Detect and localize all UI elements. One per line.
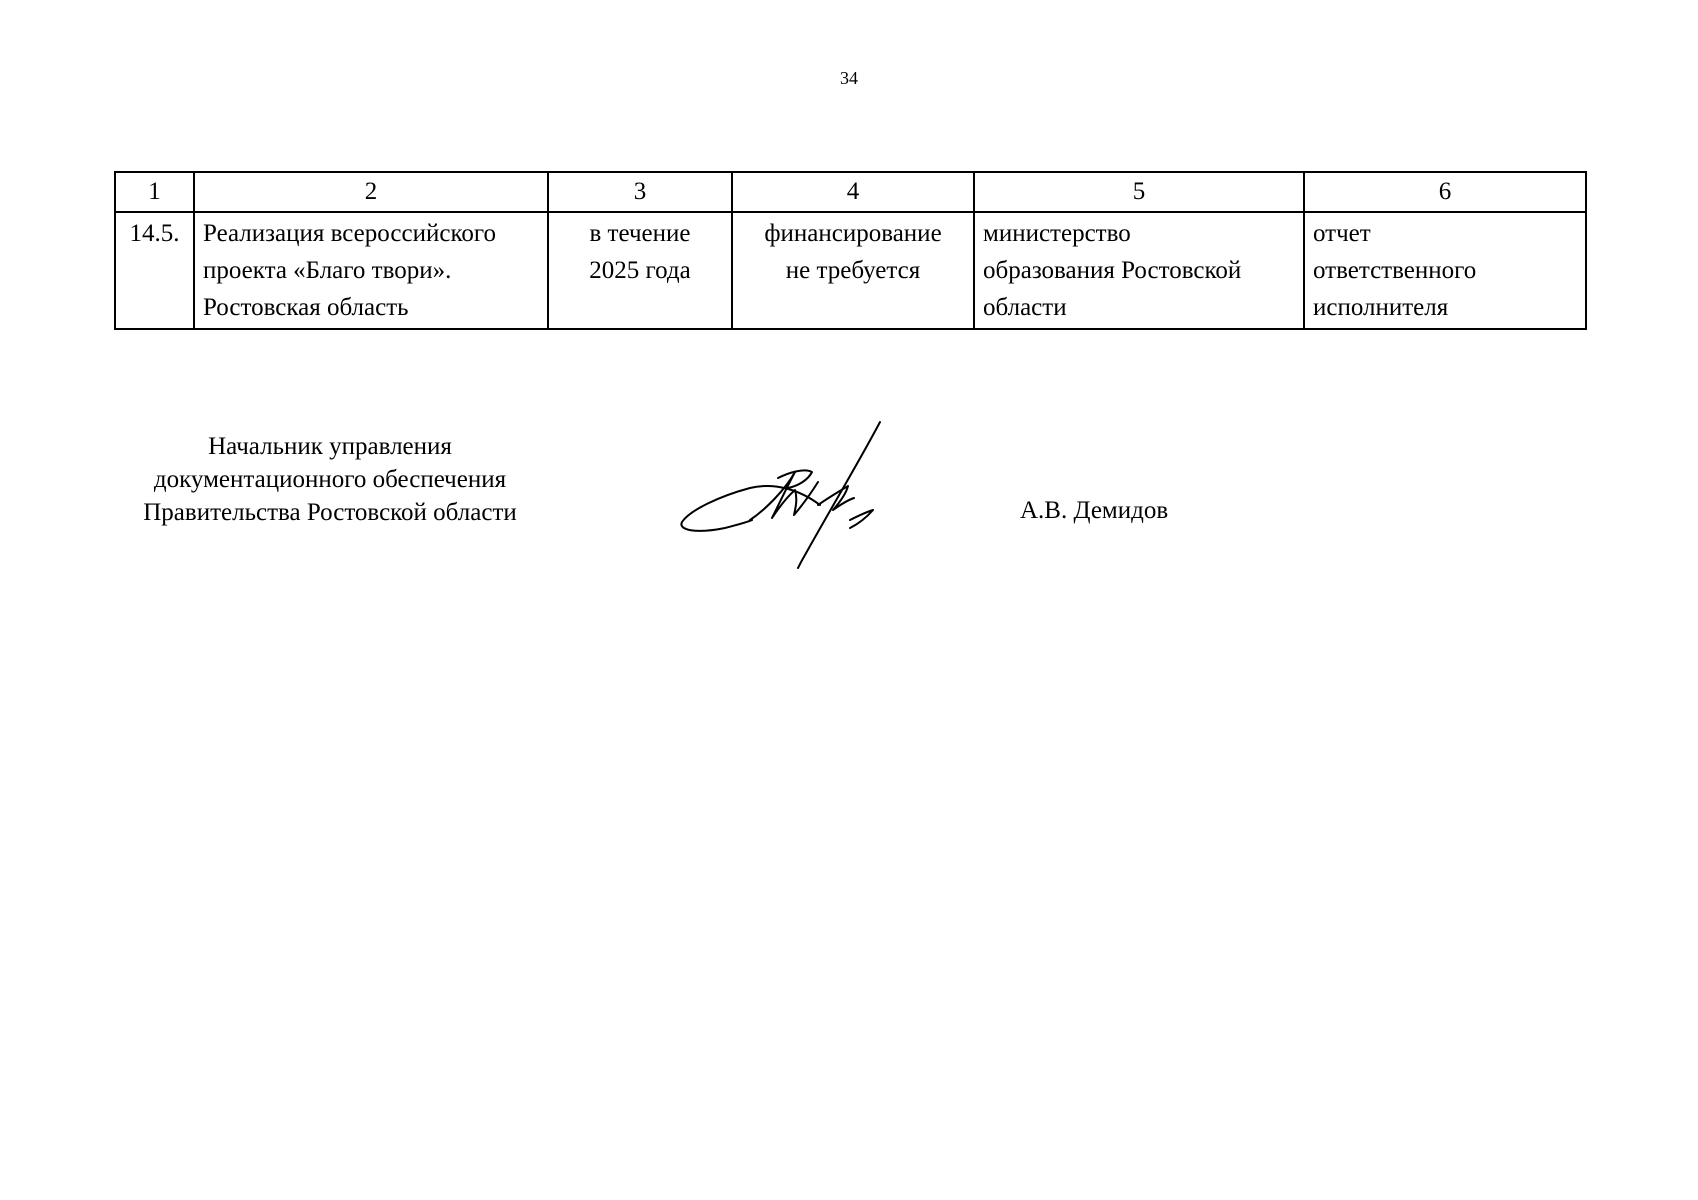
row-number: 14.5. [129, 220, 180, 247]
executor-line: образования Ростовской [983, 257, 1242, 284]
position-line: Начальник управления [208, 433, 452, 460]
table-header-row [115, 172, 1586, 212]
executor-cell [974, 212, 1304, 329]
result-cell [1304, 212, 1586, 329]
event-cell [194, 212, 548, 329]
signer-name: А.В. Демидов [1020, 497, 1169, 524]
position-line: документационного обеспечения [153, 466, 507, 493]
funding-cell [732, 212, 974, 329]
event-line: Реализация всероссийского [203, 220, 496, 247]
event-line: Ростовская область [203, 294, 409, 321]
result-line: ответственного [1313, 257, 1477, 284]
term-line: 2025 года [589, 257, 691, 284]
column-number-3: 3 [548, 172, 732, 212]
term-line: в течение [589, 220, 691, 247]
handwritten-signature-icon [670, 410, 970, 580]
funding-line: не требуется [785, 257, 921, 284]
position-line: Правительства Ростовской области [143, 499, 517, 526]
result-line: отчет [1313, 220, 1371, 247]
column-number-4: 4 [732, 172, 974, 212]
column-number-6: 6 [1304, 172, 1586, 212]
executor-line: области [983, 294, 1067, 321]
funding-line: финансирование [764, 220, 942, 247]
signatory-position [100, 430, 560, 529]
page-number: 34 [840, 68, 858, 88]
event-line: проекта «Благо твори». [203, 257, 452, 284]
row-number-cell [115, 212, 194, 329]
term-cell [548, 212, 732, 329]
column-number-1: 1 [115, 172, 194, 212]
table-row [115, 212, 1586, 329]
plan-table [114, 171, 1587, 330]
column-number-2: 2 [194, 172, 548, 212]
result-line: исполнителя [1313, 294, 1449, 321]
column-number-5: 5 [974, 172, 1304, 212]
executor-line: министерство [983, 220, 1131, 247]
